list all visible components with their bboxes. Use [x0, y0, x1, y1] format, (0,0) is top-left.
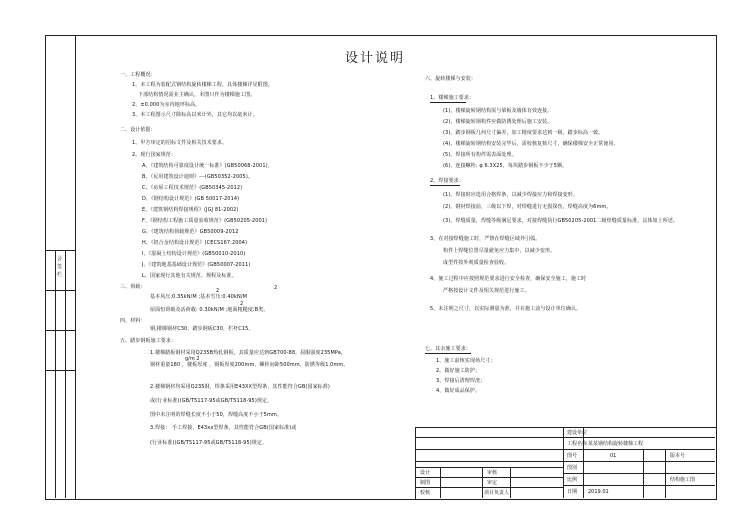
unit-superscript: 2 — [274, 285, 278, 291]
text-line: 三、荷载： — [120, 284, 146, 290]
text-line: 或(行业标准)(GB/T5117-95或GB/T5118-95)规定。 — [150, 398, 273, 404]
text-line: (3)、焊缝质量，焊缝等级满足要求，对接焊缝执行GB50205-2001二级焊缝质量标准，具体如上所述。 — [443, 218, 679, 224]
side-label-1: 会 — [57, 256, 63, 262]
text-line: 下部结构情况需业主确认，本图只作为楼梯施工图。 — [138, 92, 256, 98]
drawing-label: 图号 — [567, 453, 578, 459]
text-line: 五、踏步钢板施工要求： — [120, 338, 177, 344]
text-line: (5)、焊接所有构件需表面处理。 — [443, 152, 517, 158]
date-value: 2019.01 — [588, 489, 609, 495]
text-line: 七、其余施工要求： — [425, 346, 471, 352]
text-line: (2)、钢材焊接前，三级以下焊，对焊缝进行无损探伤，焊缝高度为6mm。 — [443, 204, 612, 210]
review-label: 审核 — [487, 470, 498, 476]
text-line: (1)、楼梯旋转钢结构需与梁板及墙体有效连接。 — [443, 108, 553, 114]
approve-label: 审定 — [487, 480, 498, 486]
text-line: (4)、楼梯旋转钢结构安装完毕后，需校核复核尺寸，确保楼梯安全正常使用。 — [443, 141, 619, 147]
text-line: 成型件按外观质量检查验收。 — [443, 260, 510, 266]
project-label: 工程名称 — [567, 441, 588, 447]
text-line: 二、设计依据： — [120, 127, 156, 133]
client-label: 建设单位 — [567, 430, 588, 436]
text-line: 2.楼梯钢材均采用Q235钢，焊条采用E43XX型焊条，其性能符合GB(国家标准) — [150, 384, 330, 390]
text-line: L、国家现行其他有关规范、规程及标准。 — [142, 273, 237, 279]
text-line: A、《建筑结构可靠度设计统一标准》(GB50068-2001)。 — [142, 163, 273, 169]
text-line: 钢,楼梯钢材C30，踏步钢板C30，栏杆C15。 — [150, 326, 254, 332]
text-line: 六、旋转楼梯与安装： — [425, 76, 477, 82]
text-line: H、《铝合金结构设计规范》(CECS167:2004) — [142, 240, 248, 246]
date-label: 日期 — [567, 489, 578, 495]
text-line: 3、本工程图示尺寸除标高以米计外，其它均以毫米计。 — [132, 112, 258, 118]
text-line: 1.楼梯踏板钢材采用Q235B热轧钢板，其质量应达到GB700-88，屈服强度235MPa， — [150, 350, 347, 356]
binding-strip — [45, 250, 75, 498]
text-line: 1、楼梯施工要求： — [430, 95, 475, 101]
text-line: 基本风压:0.35kN/M ;基本雪压:0.40kN/M — [150, 294, 247, 300]
text-line: E、《建筑钢结构焊接规程》(JGJ 81-2002) — [142, 207, 239, 213]
text-line: 图中未注明的焊缝长度不小于50，焊缝高度不小于5mm。 — [150, 412, 282, 418]
text-line: 2、现行国家规范： — [132, 152, 177, 158]
text-line: 1、本工程为装配式钢结构旋转楼梯工程，具体楼梯详见附图。 — [132, 82, 273, 88]
stage-value: 结构施工图 — [670, 477, 696, 483]
scale-label: 比例 — [567, 477, 578, 483]
text-line: J、《建筑地基基础设计规范》(GB50007-2011) — [142, 262, 251, 268]
text-line: 2、焊接要求： — [430, 178, 464, 184]
text-line: (6)、连接螺栓: φ 6.3X25，每块踏步钢板不少于5颗。 — [443, 163, 568, 169]
text-line: G、《建筑结构荷载规范》GB50009-2012 — [142, 229, 239, 235]
check-label: 校核 — [420, 490, 431, 496]
draw-label: 制图 — [420, 480, 431, 486]
text-line: 1、甲方审定的招标文件及相关技术要求。 — [132, 140, 228, 146]
leader-label: 项目负责人 — [484, 490, 510, 496]
text-line: 钢材重量180 ，楼板厚度 ，钢板厚度200mm，螺栓间距500mm，防锈等级1.0mm。 — [150, 362, 349, 368]
side-label-3: 栏 — [57, 272, 63, 278]
text-line: 构件上焊缝位置尽量避免应力集中，以减少变形。 — [443, 248, 556, 254]
page-title: 设计说明 — [344, 51, 405, 66]
text-line: 严格按设计文件及相关规范进行施工。 — [443, 288, 530, 294]
text-line: 一、工程概况： — [120, 72, 156, 78]
text-line: (1)、焊接时应选用合格焊条，以减少焊接应力和焊接变形。 — [443, 192, 578, 198]
text-line: (行业标准)(GB/T5117-95或GB/T5118-95)规定。 — [150, 440, 268, 446]
text-line: (3)、踏步钢板几何尺寸偏差，加工精度要求达到一级，踏步标高一致。 — [443, 130, 604, 136]
text-line: 4、施工过程中应按照规范要求进行安全检查，确保安全施工，施工时 — [430, 276, 587, 282]
unit-superscript: g/m 2 — [185, 356, 200, 362]
text-line: 4、做好成品保护。 — [436, 388, 481, 394]
text-line: (2)、楼梯旋转钢构件应做防锈处理后施工安装。 — [443, 119, 553, 125]
sheet-label: 版本号 — [670, 453, 686, 459]
text-line: 5、未注明之尺寸，以实际测量为准，并在施工前与设计单位确认。 — [430, 306, 582, 312]
text-line: 屋面恒荷载及活荷载: 0.30kN/M ;地面粗糙度:B类。 — [150, 307, 269, 313]
unit-superscript: 2 — [240, 301, 244, 307]
text-line: 2、±0.000为室内地坪标高。 — [132, 102, 201, 108]
text-line: 四、材料： — [120, 318, 146, 324]
unit-superscript: 2 — [216, 288, 220, 294]
drawing-value: 01 — [610, 453, 617, 459]
text-line: I、《混凝土结构设计规范》(GB50010-2010) — [142, 251, 246, 257]
side-label-2: 签 — [57, 264, 63, 270]
text-line: D、《钢结构设计规范》(GB 50017-2014) — [142, 196, 240, 202]
project-value: 某某钢结构旋转楼梯工程 — [588, 441, 644, 447]
text-line: 2、做好施工防护； — [436, 368, 481, 374]
text-line: C、《房屋工程技术规范》(GB50345-2012) — [142, 185, 243, 191]
text-line: 3、焊接后清理焊渣； — [436, 378, 486, 384]
text-line: 3.焊接： 手工焊接，E43xx型焊条，其性能符合GB(国家标准)或 — [150, 425, 297, 431]
design-label: 设计 — [420, 470, 431, 476]
text-line: B、《民用建筑设计通则》---(GB50352-2005)。 — [142, 174, 253, 180]
text-line: F、《钢结构工程施工质量验收规范》(GB50205-2001) — [142, 218, 268, 224]
stage-label: 图别 — [567, 465, 578, 471]
text-line: 3、在对接焊缝施工时，严禁在焊缝区域外引弧。 — [430, 236, 541, 242]
text-line: 1、施工前核实现场尺寸； — [436, 358, 496, 364]
